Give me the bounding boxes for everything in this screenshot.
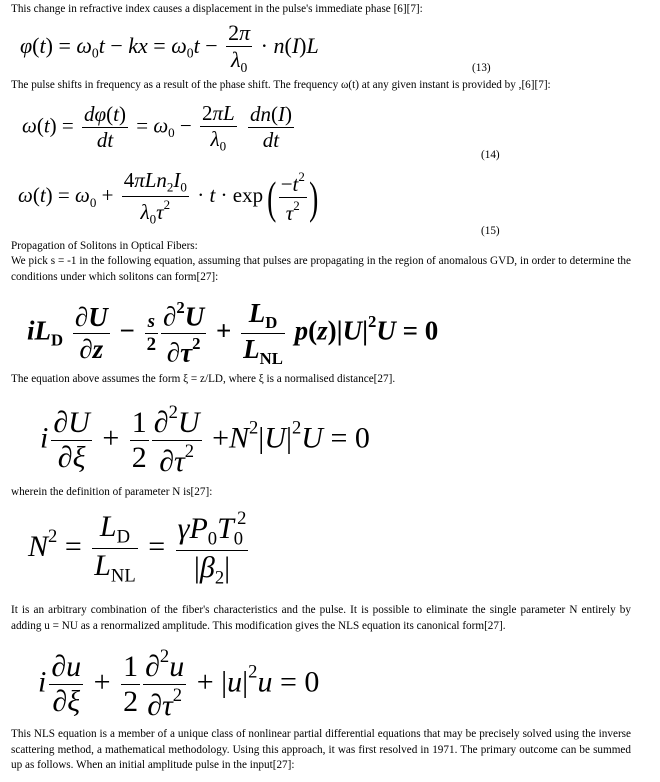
equation-nls-general: $iL_D$ $\frac{\partial U}{\partial z}$ − $\frac{s}{2}$ $\frac{\partial^2U}{\partial\tau^2}$ + $\frac{L_D}{L_{NL}}$ $p(z)|U|^2U = 0$ — [27, 298, 439, 368]
paragraph-inverse-scattering: This NLS equation is a member of a unique class of nonlinear partial differential equations that may be precisely solved using the inverse scattering method, a mathematical methodology. Using this approach, it was first resolved in 1971. The primary outcome can be summed up as follows. When an initial amplitude pulse in the input[27]: — [11, 728, 631, 771]
equation-nls-canonical: i $\frac{\partial u}{\partial\xi}$ + $\frac{1}{2}$ $\frac{\partial^2u}{\partial\tau^2}$ + $|u|^2u = 0$ — [38, 646, 320, 722]
section-heading-solitons: Propagation of Solitons in Optical Fibers: — [11, 240, 198, 252]
equation-nls-normalised: i $\frac{\partial U}{\partial\xi}$ + $\frac{1}{2}$ $\frac{\partial^2U}{\partial\tau^2}$ $+N^2|U|^2U = 0$ — [40, 402, 370, 478]
equation-14: ω(t) = $\frac{d\varphi(t)}{dt}$ = $\omega_0$ − $\frac{2\pi L}{\lambda_0}$ $\frac{dn(I)}{dt}$ — [22, 101, 292, 154]
paragraph-frequency-shift: The pulse shifts in frequency as a result of the phase shift. The frequency ω(t) at any given instant is provided by ,[6][7]: — [11, 79, 551, 91]
paragraph-anomalous-gvd: We pick s = -1 in the following equation, assuming that pulses are propagating in the region of anomalous GVD, in order to determine the conditions under which solitons can form[27]: — [11, 255, 631, 283]
paragraph-parameter-n: wherein the definition of parameter N is[27]: — [11, 486, 213, 498]
equation-number-14: (14) — [481, 149, 500, 161]
paragraph-normalised-distance: The equation above assumes the form ξ = z/LD, where ξ is a normalised distance[27]. — [11, 373, 396, 385]
paragraph-phase-intro: This change in refractive index causes a displacement in the pulse's immediate phase [6][7]: — [11, 3, 423, 15]
equation-number-15: (15) — [481, 225, 500, 237]
paragraph-renormalized-amplitude: It is an arbitrary combination of the fiber's characteristics and the pulse. It is possible to eliminate the single parameter N entirely by adding u = NU as a renormalized amplitude. This modification gives the NLS equation its canonical form[27]. — [11, 604, 631, 632]
equation-parameter-n: $N^2$ = $\frac{L_D}{L_{NL}}$ = $\frac{\gamma P_0T_0^2}{|\beta_2|}$ — [28, 508, 247, 589]
equation-13: $\varphi(t) = \omega_0t$ − kx = $\omega_0t$ − $\frac{2\pi}{\lambda_0}$ · n(I)L — [20, 20, 319, 75]
equation-number-13: (13) — [472, 62, 491, 74]
equation-15: $\omega(t) = \omega_0$ + $\frac{4\pi Ln_2I_0}{\lambda_0\tau^2}$ · t · exp ( $\frac{-t^2}{\tau^2}$ ) — [18, 168, 319, 226]
